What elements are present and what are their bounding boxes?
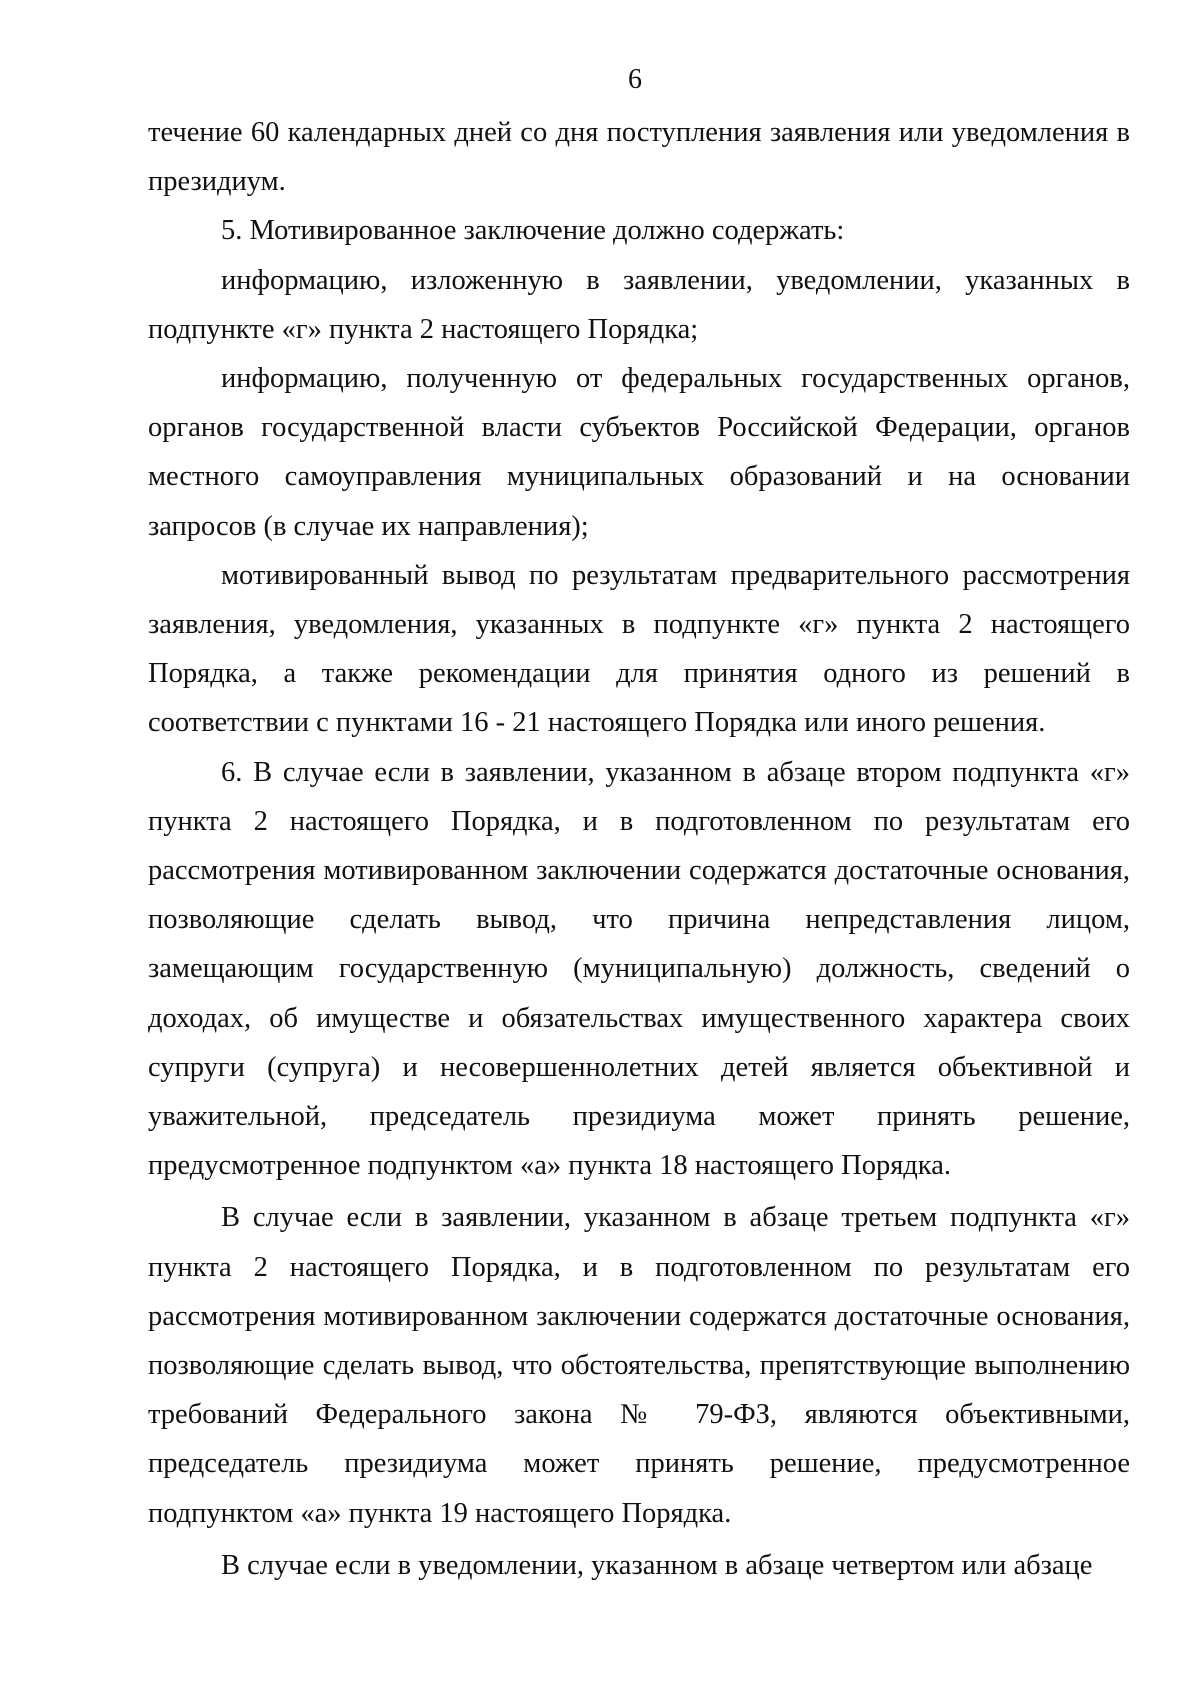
paragraph-item-5: 5. Мотивированное заключение должно содержать: (221, 215, 845, 247)
paragraph-item-6-second: В случае если в заявлении, указанном в абзаце третьем подпункта «г» пункта 2 настоящего Порядка, и в подготовленном по результатам его рассмотрения мотивированном заключении содержатся достаточные основания, позволяющие сделать вывод, что обстоятельства, препятствующие выполнению требований Федерального закона № 79-ФЗ, являются объективными, председатель президиума может принять решение, предусмотренное подпунктом «а» пункта 19 настоящего Порядка. (148, 1202, 1130, 1529)
paragraph-item-5-conclusion: мотивированный вывод по результатам предварительного рассмотрения заявления, уведомления, указанных в подпункте «г» пункта 2 настоящего Порядка, а также рекомендации для принятия одного из решений в соответствии с пунктами 16 - 21 настоящего Порядка или иного решения. (148, 559, 1130, 739)
page-number: 6 (628, 64, 642, 95)
paragraph-item-6-third: В случае если в уведомлении, указанном в абзаце четвертом или абзаце (221, 1549, 1093, 1581)
paragraph-item-6: 6. В случае если в заявлении, указанном в абзаце втором подпункта «г» пункта 2 настоящего Порядка, и в подготовленном по результатам его рассмотрения мотивированном заключении содержатся достаточные основания, позволяющие сделать вывод, что причина непредставления лицом, замещающим государственную (муниципальную) должность, сведений о доходах, об имуществе и обязательствах имущественного характера своих супруги (супруга) и несовершеннолетних детей является объективной и уважительной, председатель президиума может принять решение, предусмотренное подпунктом «а» пункта 18 настоящего Порядка. (148, 756, 1130, 1182)
paragraph-continuation: течение 60 календарных дней со дня поступления заявления или уведомления в президиум. (148, 117, 1130, 198)
paragraph-item-5-info-stated: информацию, изложенную в заявлении, уведомлении, указанных в подпункте «г» пункта 2 настоящего Порядка; (148, 264, 1130, 345)
document-body (148, 108, 1130, 1590)
paragraph-item-5-info-received: информацию, полученную от федеральных государственных органов, органов государственной власти субъектов Российской Федерации, органов местного самоуправления муниципальных образований и на основании запросов (в случае их направления); (148, 363, 1130, 542)
